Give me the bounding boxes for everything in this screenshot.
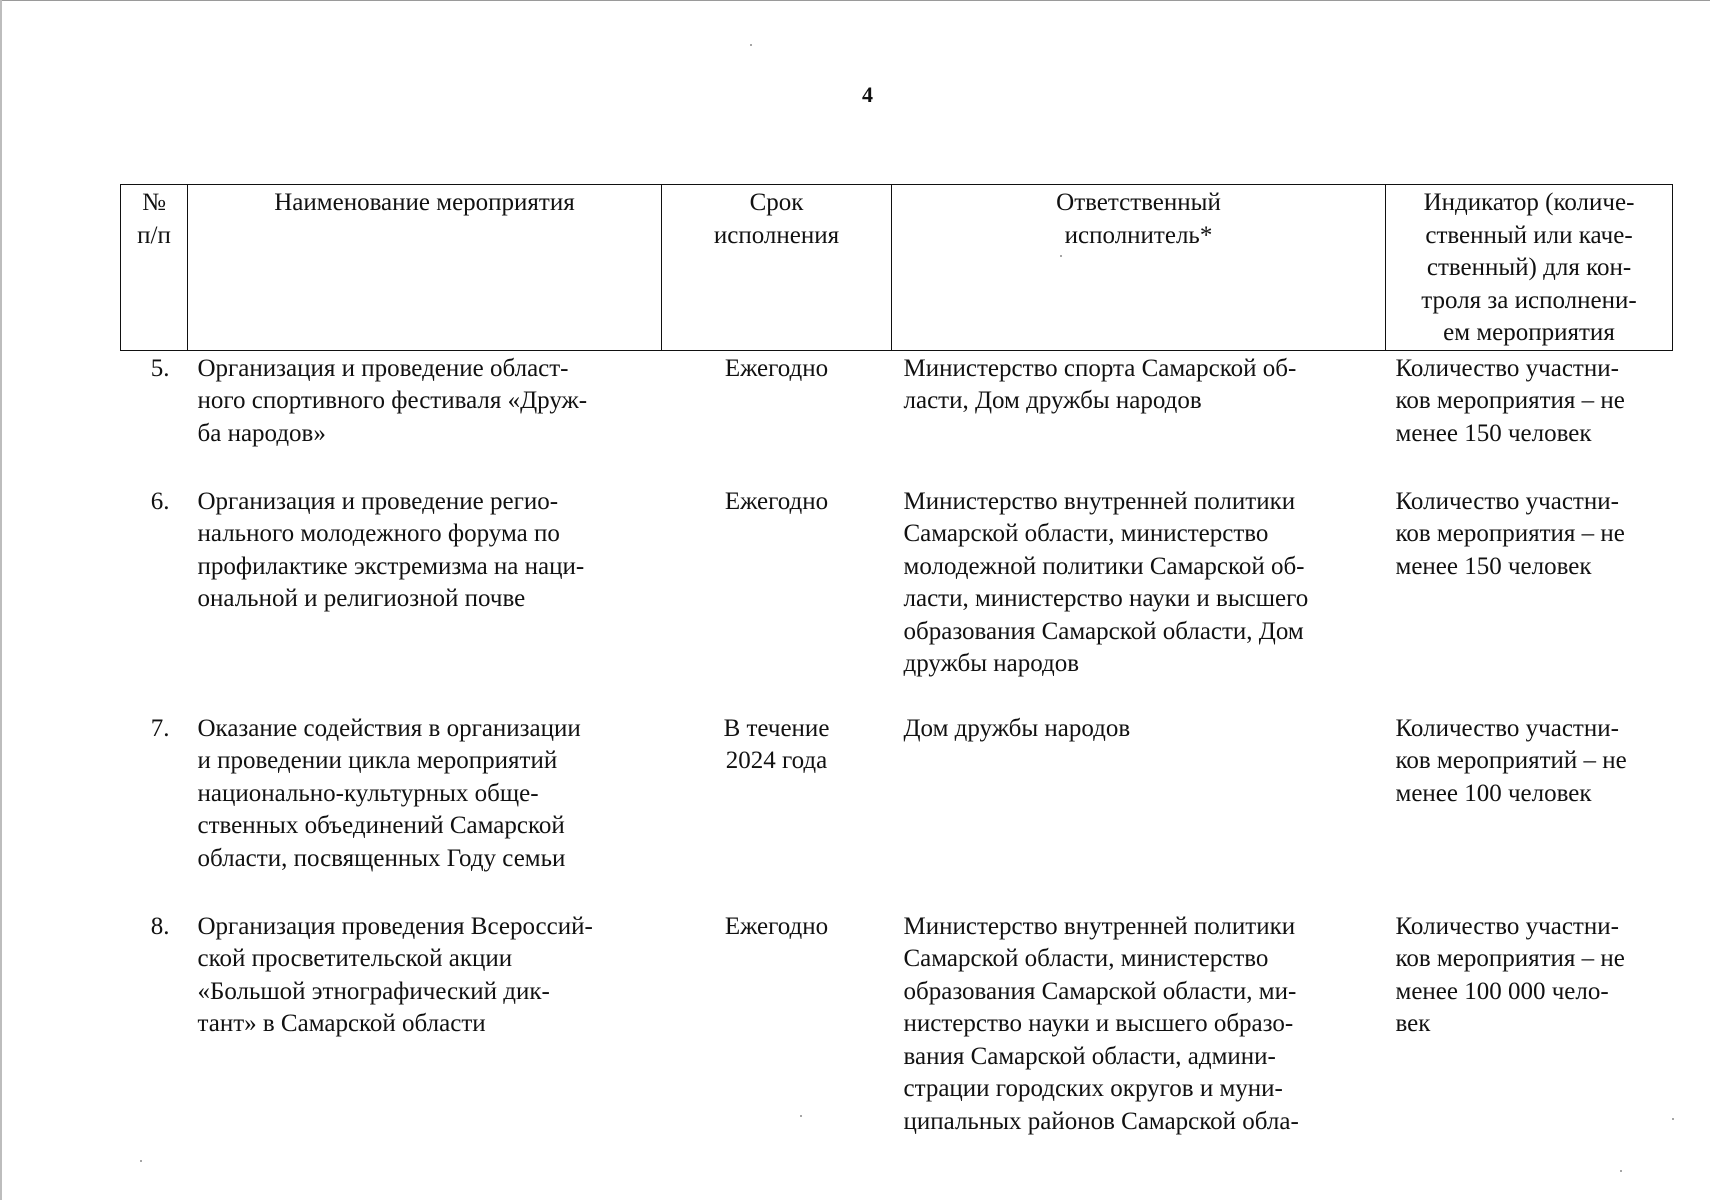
- header-row: [121, 185, 1673, 351]
- scan-speck: [1060, 255, 1062, 257]
- measures-table: [120, 184, 1673, 1138]
- table-header: [121, 185, 1673, 351]
- row-indicator: Количество участни- ков мероприятия – не менее 150 человек: [1395, 354, 1625, 447]
- header-name: Наименование мероприятия: [188, 185, 662, 351]
- row-responsible: Министерство внутренней политики Самарской области, министерство молодежной политики Самарской об- ласти, министерство науки и высшего образования Самарской области, Дом дружбы народов: [903, 487, 1309, 677]
- table-body: [121, 350, 1673, 1138]
- scan-speck: [140, 1160, 142, 1162]
- scan-speck: [1672, 1118, 1674, 1120]
- row-responsible: Дом дружбы народов: [903, 714, 1131, 742]
- row-indicator: Количество участни- ков мероприятия – не менее 150 человек: [1395, 487, 1625, 580]
- page-number: 4: [862, 82, 873, 107]
- row-indicator: Количество участни- ков мероприятия – не менее 100 000 чело- век: [1395, 912, 1625, 1037]
- row-number: 7.: [150, 714, 170, 742]
- table-row: [121, 909, 1673, 1139]
- header-indicator: Индикатор (количе- ственный или каче- ственный) для кон- троля за исполнени- ем мероприятия: [1386, 185, 1673, 351]
- row-name: Организация проведения Всероссий- ской просветительской акции «Большой этнографический дик- тант» в Самарской области: [197, 912, 593, 1037]
- row-term: Ежегодно: [724, 354, 829, 382]
- row-responsible: Министерство внутренней политики Самарской области, министерство образования Самарской области, ми- нистерство науки и высшего образо- вания Самарской области, админи- страции городских округов и муни- ципальных районов Самарской обла-: [903, 912, 1299, 1135]
- scan-edge-left: [0, 0, 2, 1200]
- row-number: 6.: [150, 487, 170, 515]
- header-term: Срок исполнения: [662, 185, 892, 351]
- table-row: [121, 711, 1673, 909]
- row-name: Организация и проведение област- ного спортивного фестиваля «Друж- ба народов»: [197, 354, 588, 447]
- row-term: Ежегодно: [724, 487, 829, 515]
- row-number: 8.: [150, 912, 170, 940]
- table-row: [121, 484, 1673, 711]
- header-responsible: Ответственный исполнитель*: [892, 185, 1386, 351]
- row-number: 5.: [150, 354, 170, 382]
- table-row: [121, 350, 1673, 484]
- row-name: Оказание содействия в организации и проведении цикла мероприятий национально-культурных обще- ственных объединений Самарской области, посвященных Году семьи: [197, 714, 581, 872]
- scan-speck: [750, 44, 752, 46]
- row-responsible: Министерство спорта Самарской об- ласти, Дом дружбы народов: [903, 354, 1297, 414]
- row-term: В течение 2024 года: [723, 714, 830, 774]
- scan-speck: [800, 1115, 802, 1117]
- row-name: Организация и проведение регио- нального молодежного форума по профилактике экстремизма на наци- ональной и религиозной почве: [197, 487, 585, 612]
- row-term: Ежегодно: [724, 912, 829, 940]
- scan-edge-top: [0, 0, 1710, 5]
- scan-speck: [1620, 1170, 1622, 1172]
- header-num: № п/п: [121, 185, 188, 351]
- row-indicator: Количество участни- ков мероприятий – не менее 100 человек: [1395, 714, 1627, 807]
